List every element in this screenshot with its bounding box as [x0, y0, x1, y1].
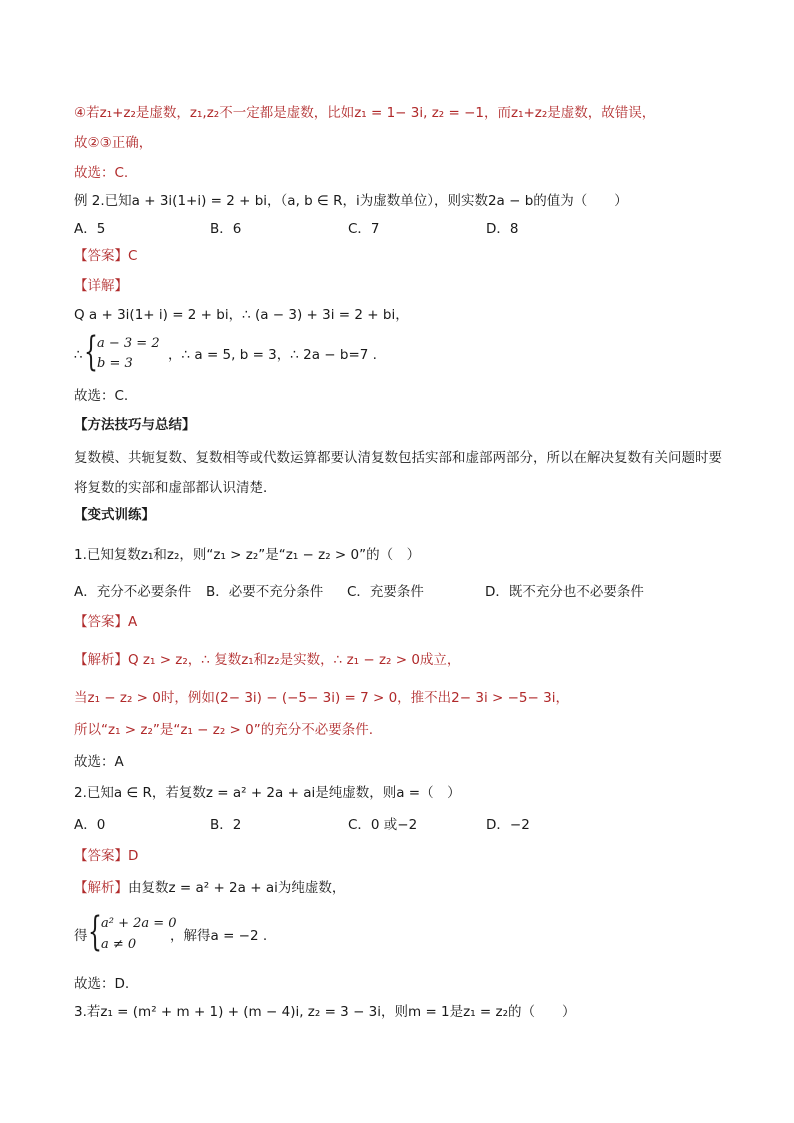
q1-option-b: B．必要不充分条件 [206, 584, 324, 600]
q1-question: 1.已知复数z₁和z₂，则“z₁ > z₂”是“z₁ − z₂ > 0”的（ ） [74, 547, 421, 563]
q2-option-b: B．2 [210, 817, 242, 833]
q2-answer: 【答案】D [74, 848, 139, 864]
analysis-item-4: ④若z₁+z₂是虚数，z₁,z₂不一定都是虚数，比如z₁ = 1− 3i, z₂ = −1，而z₁+z₂是虚数，故错误， [74, 105, 656, 121]
method-summary-heading: 【方法技巧与总结】 [74, 417, 196, 433]
ex2-system-eq-2: b = 3 [97, 356, 133, 371]
q1-choice: 故选：A [74, 754, 124, 770]
ex2-step-2-prefix: ∴ [74, 347, 83, 363]
q1-analysis [74, 650, 460, 670]
q2-analysis [74, 878, 345, 898]
q1-option-d: D．既不充分也不必要条件 [485, 584, 644, 600]
choice-line: 故选：C. [74, 165, 129, 181]
q1-conclusion: 所以“z₁ > z₂”是“z₁ − z₂ > 0”的充分不必要条件. [74, 722, 374, 738]
ex2-system-eq-1: a − 3 = 2 [97, 336, 160, 351]
q2-analysis-tag: 【解析】 [74, 880, 128, 896]
q3-question: 3.若z₁ = (m² + m + 1) + (m − 4)i, z₂ = 3 − 3i，则m = 1是z₁ = z₂的（ ） [74, 1004, 576, 1020]
q2-analysis-text: 由复数z = a² + 2a + ai为纯虚数， [128, 880, 346, 896]
variant-training-heading: 【变式训练】 [74, 507, 155, 523]
ex2-step-1: Q a + 3i(1+ i) = 2 + bi，∴ (a − 3) + 3i = 2 + bi， [74, 307, 409, 323]
ex2-detail-heading: 【详解】 [74, 278, 128, 294]
q2-question: 2.已知a ∈ R，若复数z = a² + 2a + ai是纯虚数，则a =（ ） [74, 785, 461, 801]
q1-analysis-tag: 【解析】 [74, 652, 128, 668]
q2-option-a: A．0 [74, 817, 106, 833]
ex2-option-d: D．8 [486, 221, 519, 237]
ex2-option-a: A．5 [74, 221, 106, 237]
q2-option-c: C．0 或−2 [348, 817, 418, 833]
q2-step-prefix: 得 [74, 928, 88, 944]
q1-counterexample: 当z₁ − z₂ > 0时，例如(2− 3i) − (−5− 3i) = 7 > 0，推不出2− 3i > −5− 3i， [74, 690, 569, 706]
ex2-answer: 【答案】C [74, 248, 138, 264]
ex2-option-b: B．6 [210, 221, 242, 237]
ex2-choice: 故选：C. [74, 388, 129, 404]
q1-option-a: A．充分不必要条件 [74, 584, 192, 600]
method-summary-text: 复数模、共轭复数、复数相等或代数运算都要认清复数包括实部和虚部两部分，所以在解决复数有关问题时要将复数的实部和虚部都认识清楚． [74, 450, 722, 496]
ex2-step-2-result: ，∴ a = 5, b = 3，∴ 2a − b=7 . [168, 347, 377, 363]
q2-step-result: ，解得a = −2 . [170, 928, 268, 944]
q2-system-eq-2: a ≠ 0 [101, 937, 137, 952]
q1-analysis-text: Q z₁ > z₂，∴ 复数z₁和z₂是实数，∴ z₁ − z₂ > 0成立， [128, 652, 461, 668]
q1-answer: 【答案】A [74, 614, 138, 630]
example-2-question: 例 2.已知a + 3i(1+i) = 2 + bi，（a, b ∈ R，i为虚数单位），则实数2a − b的值为（ ） [74, 193, 628, 209]
q1-option-c: C．充要条件 [347, 584, 424, 600]
system-brace: { [84, 329, 98, 375]
conclusion-correct: 故②③正确， [74, 135, 153, 151]
q2-choice: 故选：D. [74, 976, 130, 992]
q2-option-d: D．−2 [486, 817, 530, 833]
ex2-option-c: C．7 [348, 221, 380, 237]
q2-system-eq-1: a² + 2a = 0 [101, 916, 177, 931]
system-brace: { [88, 909, 102, 955]
